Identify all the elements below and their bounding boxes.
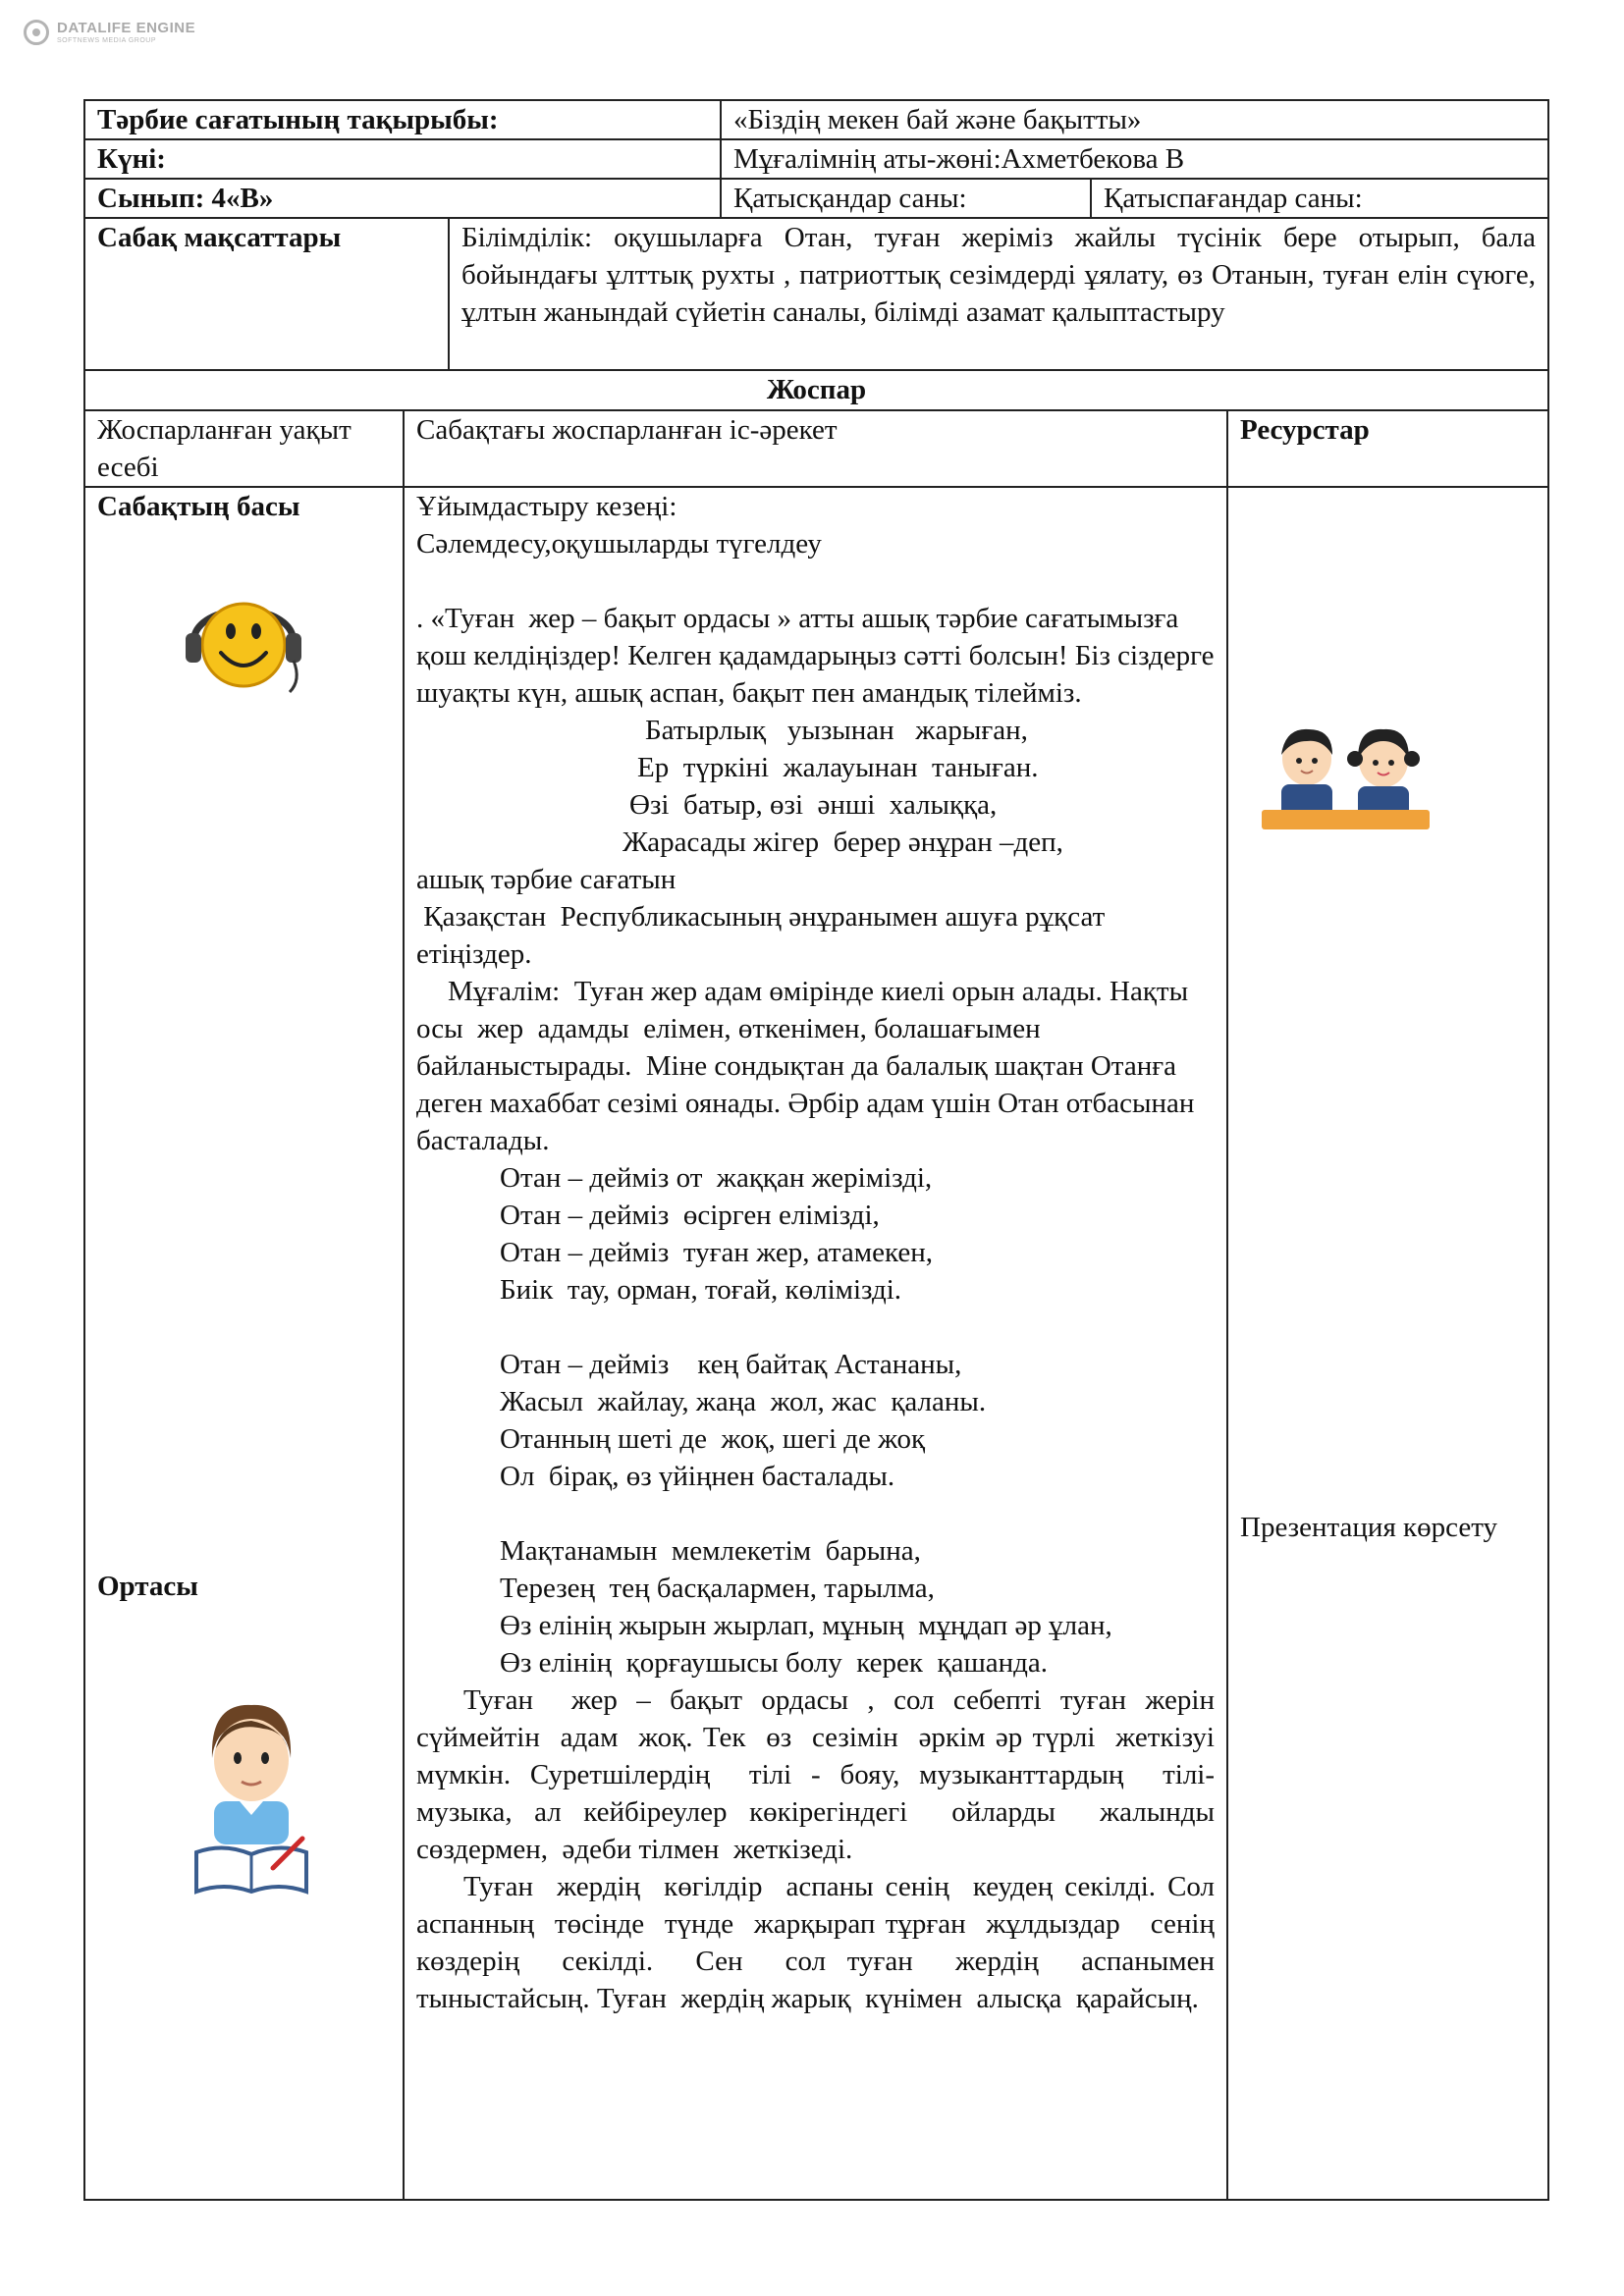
poem-line: Ол бірақ, өз үйіңнен басталады. [500,1461,895,1492]
poem-line: Терезең тең басқалармен, тарылма, [500,1573,935,1604]
stage-middle-label: Ортасы [97,1571,198,1602]
paragraph-sky: Туған жердің көгілдір аспаны сенің кеудең секілді. Сол аспанның төсінде түнде жарқырап тұрған жұлдыздар сенің көздерің секілді. Сен сол туған жердің аспанымен тыныстайсың. Туған жердің жарық күнімен алысқа қарайсың. [416,1871,1229,2014]
resources-column [1227,487,1548,2200]
activity-column [404,487,1227,2200]
date-label: Күні: [84,139,721,179]
pupils-at-desk-icon [1260,723,1432,831]
goals-table [83,219,1549,371]
poem-line: Отан – дейміз туған жер, атамекен, [500,1237,933,1268]
poem-line: Отан – дейміз өсірген елімізді, [500,1200,880,1231]
class-label: Сынып: 4«В» [84,179,721,218]
absent-count-label: Қатыспағандар саны: [1091,179,1548,218]
anthem-line-1: ашық тәрбие сағатын [416,864,677,895]
poem-line: Биік тау, орман, тоғай, көлімізді. [500,1274,902,1306]
watermark-subtitle: SOFTNEWS MEDIA GROUP [57,36,157,44]
goals-label: Сабақ мақсаттары [84,219,449,370]
col-header-resources: Ресурстар [1227,410,1548,487]
poem-otan-1 [416,1159,1215,1308]
poem-line: Батырлық уызынан жарыған, [645,715,1028,746]
teacher-speech: Мұғалім: Туған жер адам өмірінде киелі орын алады. Нақты осы жер адамды елімен, өткенімен, болашағымен байланыстырады. Міне сондықтан да балалық шақтан Отанға деген махаббат сезімі оянады. Әрбір адам үшін Отан отбасынан басталады. [416,976,1202,1156]
greeting: Сәлемдесу,оқушыларды түгелдеу [416,528,822,560]
col-header-time: Жоспарланған уақыт есебі [84,410,404,487]
watermark-logo-icon [24,20,49,45]
intro-paragraph: . «Туған жер – бақыт ордасы » атты ашық тәрбие сағатымызға қош келдіңіздер! Келген қадамдарыңыз сәтті болсын! Біз сіздерге шуақты күн, ашық аспан, бақыт пен амандық тілейміз. [416,603,1221,709]
resource-presentation: Презентация көрсету [1240,1512,1498,1543]
stage-start-label: Сабақтың басы [97,491,300,522]
plan-table [83,371,1549,2201]
topic-value: «Біздің мекен бай және бақытты» [721,100,1548,139]
poem-line: Отан – дейміз кең байтақ Астананы, [500,1349,962,1380]
present-count-label: Қатысқандар саны: [721,179,1091,218]
teacher-name: Мұғалімнің аты-жөні:Ахметбекова В [721,139,1548,179]
boy-reading-icon [192,1695,310,1896]
poem-line: Жасыл жайлау, жаңа жол, жас қаланы. [500,1386,987,1417]
col-header-activity: Сабақтағы жоспарланған іс-әрекет [404,410,1227,487]
poem-line: Ер түркіні жалауынан таныған. [637,752,1039,783]
poem-line: Жарасады жігер берер әнұран –деп, [623,827,1063,858]
watermark-title: DATALIFE ENGINE [57,19,196,36]
lesson-plan-document [83,99,1549,2201]
anthem-line-2: Қазақстан Республикасының әнұранымен ашуға рұқсат етіңіздер. [416,901,1112,970]
smiley-headphones-icon [180,582,307,700]
plan-title: Жоспар [84,371,1548,410]
org-stage: Ұйымдастыру кезеңі: [416,491,677,522]
poem-line: Отанның шеті де жоқ, шегі де жоқ [500,1423,926,1455]
watermark [24,20,195,45]
header-table [83,99,1549,219]
poem-line: Өзі батыр, өзі әнші халыққа, [629,789,998,821]
topic-label: Тәрбие сағатының тақырыбы: [84,100,721,139]
poem-line: Отан – дейміз от жаққан жерімізді, [500,1162,933,1194]
poem-line: Өз елінің жырын жырлап, мұның мұңдап әр ұлан, [500,1610,1112,1641]
poem-batyrlyk [416,712,1215,861]
poem-otan-2 [416,1346,1215,1495]
goals-text: Білімділік: оқушыларға Отан, туған жеріміз жайлы түсінік бере отырып, бала бойындағы ұлттық рухты , патриоттық сезімдерді ұялату, өз Отанын, туған елін сүюге, ұлтын жанындай сүйетін саналы, білімді азамат қалыптастыру [449,219,1548,370]
poem-maktanamyn [416,1532,1215,1682]
paragraph-art: Туған жер – бақыт ордасы , сол себепті туған жерін сүймейтін адам жоқ. Тек өз сезімін әркім әр түрлі жеткізуі мүмкін. Суретшілердің тілі - бояу, музыканттардың тілі- музыка, ал кейбіреулер көкірегіндегі ойларды жалынды сөздермен, әдеби тілмен жеткізеді. [416,1684,1229,1865]
stage-column [84,487,404,2200]
poem-line: Өз елінің қорғаушысы болу керек қашанда. [500,1647,1049,1679]
poem-line: Мақтанамын мемлекетім барына, [500,1535,921,1567]
